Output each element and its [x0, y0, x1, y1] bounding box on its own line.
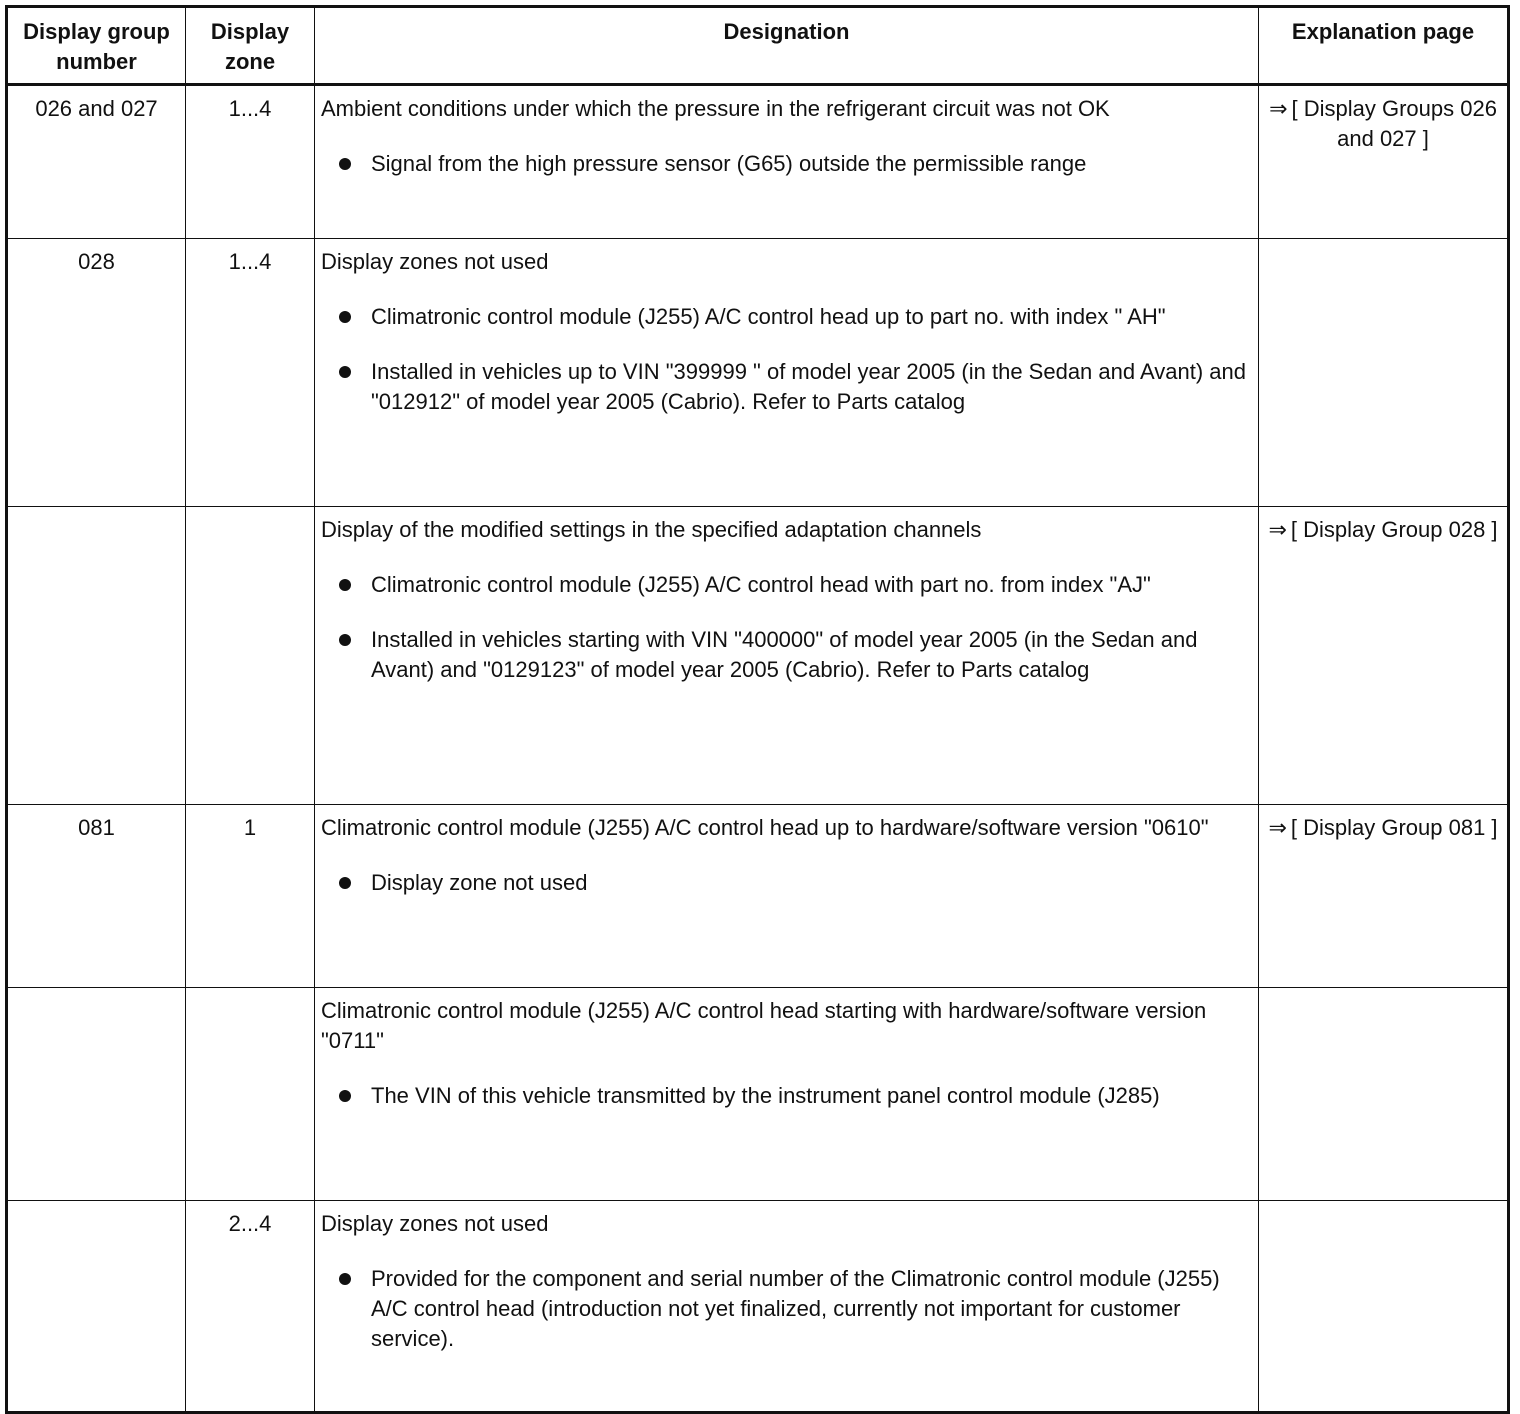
display-group-cell [7, 1201, 186, 1413]
arrow-right-icon: ⇒ [1268, 517, 1287, 542]
designation-text: Climatronic control module (J255) A/C control head up to hardware/software version "0610" [321, 815, 1209, 840]
explanation-link[interactable]: [ Display Groups 026 and 027 ] [1291, 96, 1497, 151]
designation-text: Display zones not used [321, 1211, 549, 1236]
header-designation: Designation [315, 7, 1259, 85]
explanation-cell [1259, 988, 1509, 1201]
table-row [7, 239, 1509, 507]
explanation-cell [1259, 1201, 1509, 1413]
display-group-cell: 026 and 027 [7, 85, 186, 239]
display-zone-cell: 1 [186, 805, 315, 988]
bullet-list [321, 302, 1250, 417]
table-row [7, 1201, 1509, 1413]
explanation-link[interactable]: [ Display Group 028 ] [1290, 517, 1498, 542]
table-row [7, 85, 1509, 239]
header-row [7, 7, 1509, 85]
bullet-item: Installed in vehicles starting with VIN "400000" of model year 2005 (in the Sedan and Avant) and "0129123" of model year 2005 (Cabrio). Refer to Parts catalog [321, 625, 1250, 685]
explanation-cell [1259, 805, 1509, 988]
header-display-zone: Display zone [186, 7, 315, 85]
designation-cell [315, 239, 1259, 507]
designation-text: Ambient conditions under which the pressure in the refrigerant circuit was not OK [321, 96, 1110, 121]
bullet-item: Climatronic control module (J255) A/C control head with part no. from index "AJ" [321, 570, 1250, 600]
display-group-cell: 028 [7, 239, 186, 507]
designation-cell [315, 805, 1259, 988]
bullet-item: Provided for the component and serial number of the Climatronic control module (J255) A/C control head (introduction not yet finalized, currently not important for customer service). [321, 1264, 1250, 1354]
explanation-cell [1259, 239, 1509, 507]
designation-text: Display zones not used [321, 249, 549, 274]
bullet-list [321, 1264, 1250, 1354]
display-zone-cell [186, 988, 315, 1201]
display-zone-cell: 1...4 [186, 239, 315, 507]
display-group-cell: 081 [7, 805, 186, 988]
designation-cell [315, 85, 1259, 239]
header-explanation-page: Explanation page [1259, 7, 1509, 85]
table-row [7, 507, 1509, 805]
table-row [7, 988, 1509, 1201]
bullet-list [321, 570, 1250, 685]
bullet-item: Signal from the high pressure sensor (G65) outside the permissible range [321, 149, 1250, 179]
bullet-list [321, 149, 1250, 179]
explanation-cell [1259, 85, 1509, 239]
bullet-list [321, 1081, 1250, 1111]
display-zone-cell: 2...4 [186, 1201, 315, 1413]
designation-cell [315, 507, 1259, 805]
display-groups-table [5, 5, 1510, 1414]
bullet-item: Display zone not used [321, 868, 1250, 898]
explanation-cell [1259, 507, 1509, 805]
explanation-link[interactable]: [ Display Group 081 ] [1290, 815, 1498, 840]
designation-cell [315, 1201, 1259, 1413]
bullet-item: Climatronic control module (J255) A/C control head up to part no. with index " AH" [321, 302, 1250, 332]
designation-text: Climatronic control module (J255) A/C control head starting with hardware/software version "0711" [321, 998, 1207, 1053]
bullet-item: Installed in vehicles up to VIN "399999 " of model year 2005 (in the Sedan and Avant) and "012912" of model year 2005 (Cabrio). Refer to Parts catalog [321, 357, 1250, 417]
table-row [7, 805, 1509, 988]
bullet-item: The VIN of this vehicle transmitted by the instrument panel control module (J285) [321, 1081, 1250, 1111]
designation-cell [315, 988, 1259, 1201]
designation-text: Display of the modified settings in the specified adaptation channels [321, 517, 982, 542]
display-zone-cell: 1...4 [186, 85, 315, 239]
display-group-cell [7, 988, 186, 1201]
header-display-group-number: Display group number [7, 7, 186, 85]
display-zone-cell [186, 507, 315, 805]
arrow-right-icon: ⇒ [1268, 815, 1287, 840]
display-group-cell [7, 507, 186, 805]
bullet-list [321, 868, 1250, 898]
arrow-right-icon: ⇒ [1269, 96, 1288, 121]
